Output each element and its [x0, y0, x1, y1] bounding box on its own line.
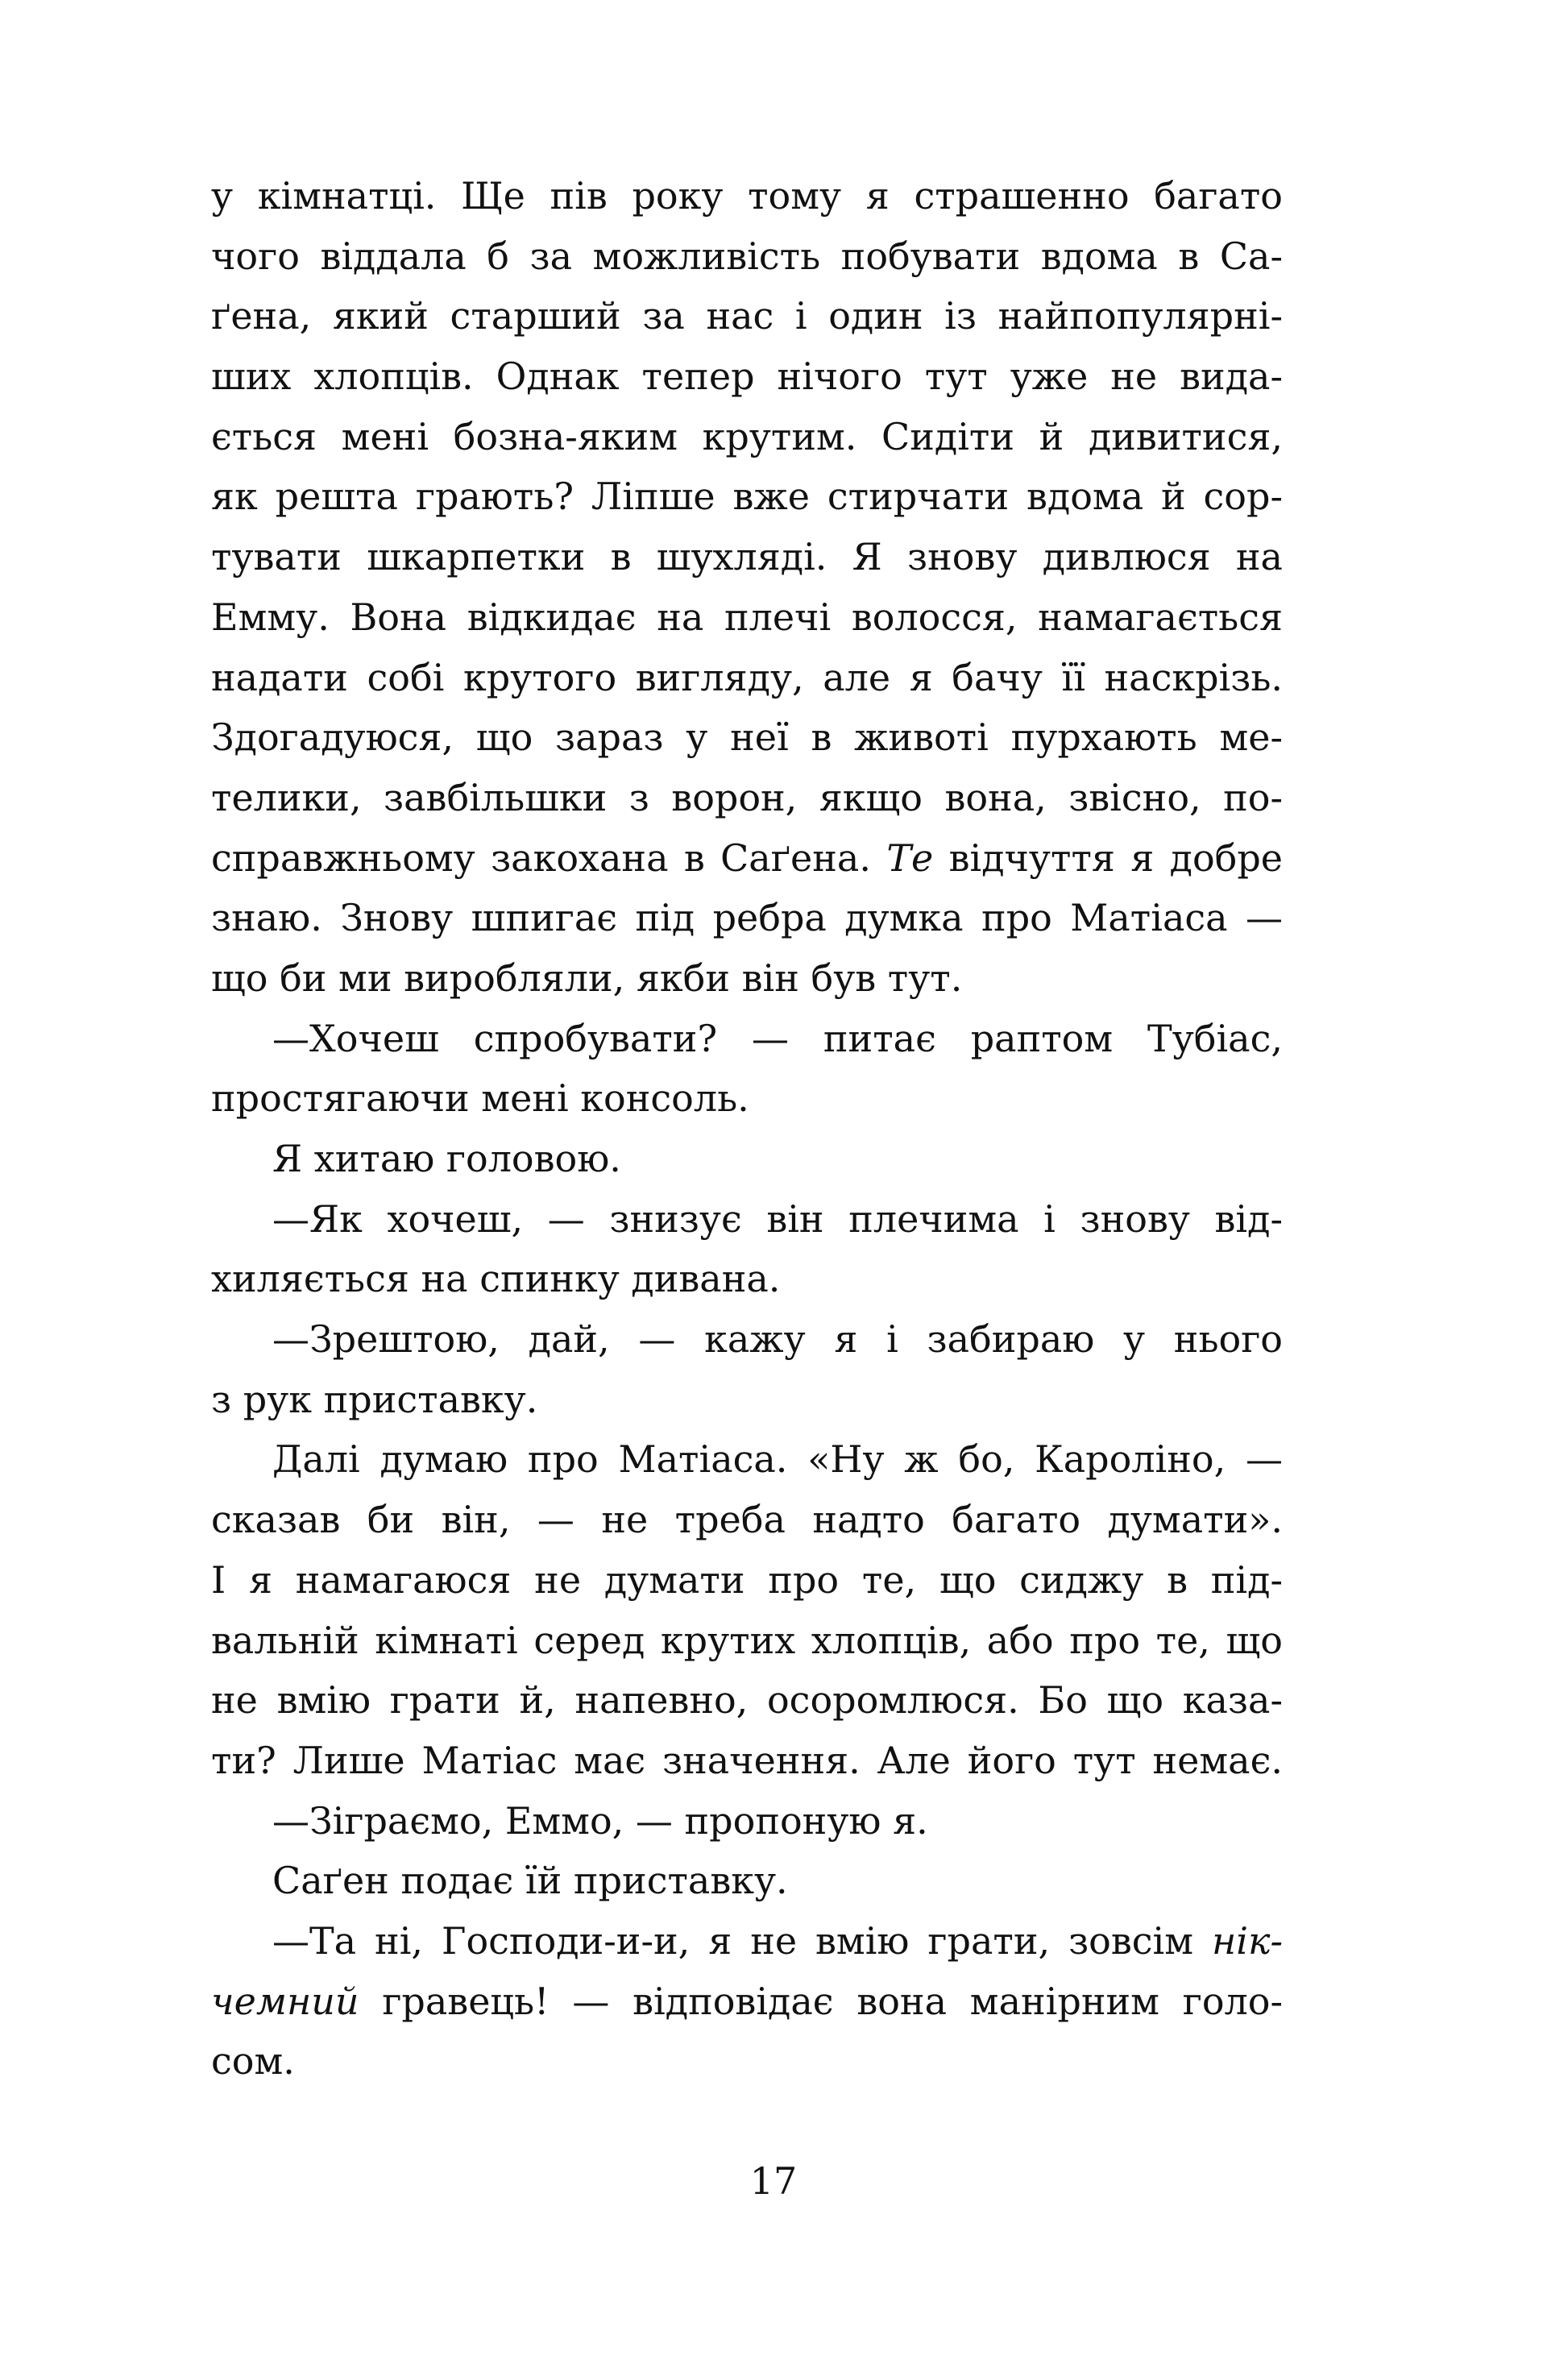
text-span: —Хочеш спробувати? — питає раптом Тубіас,: [272, 1016, 1283, 1060]
text-span: чого віддала б за можливість побувати вдома в Са-: [211, 234, 1283, 278]
italic-text: чемний: [211, 1979, 359, 2023]
text-line: [211, 1972, 1283, 2032]
text-span: вальній кімнаті серед крутих хлопців, або про те, що: [211, 1618, 1283, 1662]
text-span: знаю. Знову шпигає під ребра думка про Матіаса —: [211, 896, 1283, 940]
text-line: [211, 1429, 1283, 1490]
text-line: [211, 1309, 1283, 1370]
text-span: Я хитаю головою.: [272, 1137, 621, 1180]
text-span: гравець! — відповідає вона манірним голо-: [359, 1979, 1283, 2023]
text-line: [211, 1068, 1283, 1129]
text-line: [211, 346, 1283, 407]
text-span: сказав би він, — не треба надто багато думати».: [211, 1498, 1283, 1542]
text-line: [211, 648, 1283, 708]
text-line: [211, 1370, 1283, 1430]
text-span: відчуття я добре: [933, 835, 1284, 880]
text-line: [211, 587, 1283, 648]
text-line: [211, 1129, 1283, 1189]
text-line: [211, 226, 1283, 287]
text-span: надати собі крутого вигляду, але я бачу її наскрізь.: [211, 655, 1283, 699]
page-number: 17: [749, 2159, 798, 2203]
text-span: як решта грають? Ліпше вже стирчати вдома й сор-: [211, 475, 1283, 519]
text-line: [211, 1670, 1283, 1731]
text-span: —Як хочеш, — знизує він плечима і знову від-: [272, 1196, 1283, 1241]
text-line: [211, 707, 1283, 768]
text-span: Емму. Вона відкидає на плечі волосся, намагається: [211, 595, 1283, 639]
text-span: що би ми виробляли, якби він був тут.: [211, 956, 963, 1000]
text-span: тувати шкарпетки в шухляді. Я знову дивлюся на: [211, 535, 1283, 579]
text-line: [211, 1911, 1283, 1972]
text-span: ших хлопців. Однак тепер нічого тут уже не вида-: [211, 355, 1283, 399]
text-span: —Зрештою, дай, — кажу я і забираю у нього: [272, 1317, 1283, 1362]
text-span: з рук приставку.: [211, 1377, 538, 1421]
text-line: [211, 1249, 1283, 1309]
text-line: [211, 1611, 1283, 1671]
text-span: телики, завбільшки з ворон, якщо вона, звісно, по-: [211, 775, 1283, 819]
text-line: [211, 407, 1283, 467]
text-line: [211, 527, 1283, 587]
text-line: [211, 768, 1283, 828]
body-text: [211, 166, 1283, 2092]
text-line: [211, 1851, 1283, 1911]
text-span: ти? Лише Матіас має значення. Але його тут немає.: [211, 1738, 1283, 1782]
text-span: Саґен подає їй приставку.: [272, 1859, 788, 1903]
text-span: —Зіграємо, Еммо, — пропоную я.: [272, 1798, 928, 1843]
text-line: [211, 286, 1283, 346]
text-line: [211, 2031, 1283, 2092]
text-span: ється мені бозна-яким крутим. Сидіти й дивитися,: [211, 414, 1283, 458]
text-span: справжньому закохана в Саґена.: [211, 835, 887, 880]
text-line: [211, 1550, 1283, 1611]
text-span: І я намагаюся не думати про те, що сиджу в під-: [211, 1557, 1283, 1602]
text-span: сом.: [211, 2039, 295, 2084]
text-line: [211, 828, 1283, 889]
italic-text: нік-: [1211, 1918, 1283, 1963]
text-span: хиляється на спинку дивана.: [211, 1257, 781, 1301]
text-line: [211, 1490, 1283, 1550]
text-span: у кімнатці. Ще пів року тому я страшенно багато: [211, 174, 1283, 218]
text-span: Здогадуюся, що зараз у неї в животі пурхають ме-: [211, 715, 1283, 760]
text-line: [211, 888, 1283, 948]
text-span: простягаючи мені консоль.: [211, 1076, 749, 1121]
text-line: [211, 948, 1283, 1009]
text-span: не вмію грати й, напевно, осоромлюся. Бо що каза-: [211, 1678, 1283, 1723]
text-line: [211, 1731, 1283, 1791]
italic-text: Те: [886, 835, 934, 880]
text-line: [211, 1189, 1283, 1250]
text-line: [211, 1009, 1283, 1069]
text-span: —Та ні, Господи-и-и, я не вмію грати, зовсім: [272, 1918, 1212, 1963]
text-line: [211, 1791, 1283, 1851]
text-line: [211, 166, 1283, 226]
text-line: [211, 466, 1283, 527]
text-span: ґена, який старший за нас і один із найпопулярні-: [211, 294, 1283, 338]
text-span: Далі думаю про Матіаса. «Ну ж бо, Кароліно, —: [272, 1437, 1283, 1482]
